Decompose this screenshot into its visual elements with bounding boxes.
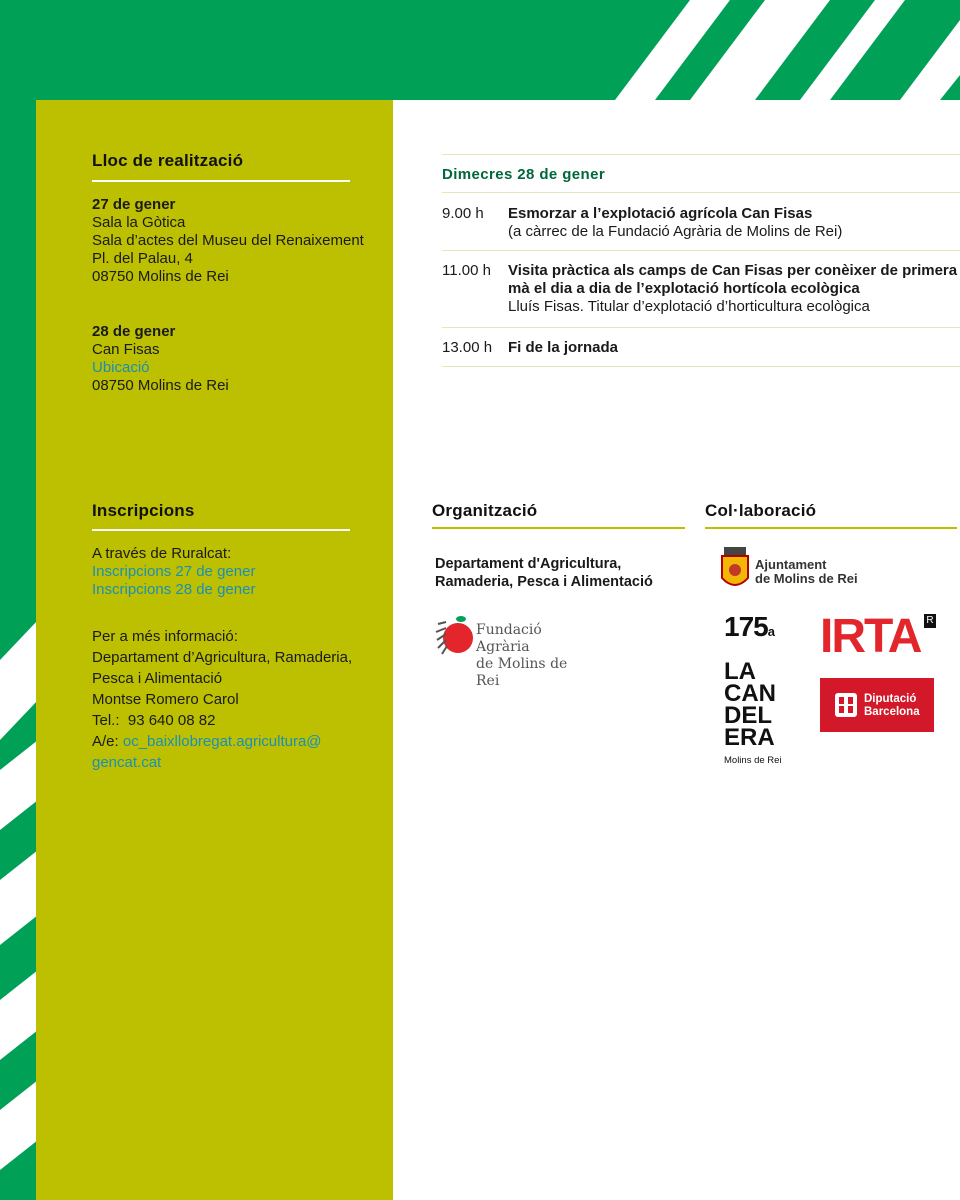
email-link-continued[interactable]: gencat.cat (92, 754, 162, 771)
content-panel (36, 100, 960, 1200)
organization-dept-line2: Ramaderia, Pesca i Alimentació (435, 574, 653, 590)
location-day1-line: Pl. del Palau, 4 (92, 250, 193, 267)
sidebar (36, 100, 393, 1200)
location-day1-line: Sala d’actes del Museu del Renaixement (92, 232, 364, 249)
irta-registered-mark: R (924, 614, 936, 628)
schedule-item-detail: Lluís Fisas. Titular d’explotació d’horticultura ecològica (508, 298, 870, 315)
header-stripes-decoration (0, 0, 960, 100)
candelera-word: DEL (724, 702, 772, 729)
la-candelera-logo (724, 612, 790, 764)
location-day1-line: 08750 Molins de Rei (92, 268, 229, 285)
ajuntament-name-line1: Ajuntament (755, 557, 827, 572)
email-link[interactable]: oc_baixllobregat.agricultura@ (122, 733, 322, 750)
diputacio-emblem-icon (834, 692, 858, 718)
schedule-divider (442, 154, 960, 155)
side-stripes-decoration (0, 0, 38, 1200)
candelera-word: LA (724, 658, 756, 685)
location-day2-place: Can Fisas (92, 341, 160, 358)
info-label: Per a més informació: (92, 628, 238, 645)
fundacio-wordmark (476, 622, 594, 690)
schedule-item-title: mà el dia a dia de l’explotació hortícola ecològica (508, 280, 860, 297)
schedule-time: 13.00 h (442, 339, 493, 356)
fundacio-agraria-logo (434, 610, 594, 689)
irta-wordmark: IRTA (820, 610, 921, 663)
schedule-time: 9.00 h (442, 205, 484, 222)
schedule-divider (442, 366, 960, 367)
schedule-item (508, 205, 960, 241)
organization-dept (435, 555, 653, 591)
candelera-number: 175 (724, 611, 768, 642)
candelera-word: ERA (724, 724, 775, 751)
candelera-suffix: a (767, 624, 774, 639)
contact-phone (92, 710, 387, 731)
contact-info (92, 626, 387, 773)
candelera-word: CAN (724, 680, 776, 707)
irta-logo (820, 612, 936, 662)
candelera-wordmark (724, 658, 790, 751)
candelera-place: Molins de Rei (724, 755, 782, 766)
ajuntament-logo (720, 546, 862, 594)
fundacio-name-line1: Fundació Agrària (476, 622, 542, 655)
phone-number: 93 640 08 82 (127, 712, 216, 729)
registration-links (92, 545, 382, 599)
collaboration-title: Col·laboració (705, 501, 817, 520)
apple-icon (434, 612, 474, 658)
schedule-divider (442, 327, 960, 328)
ajuntament-name-line2: de Molins de Rei (755, 571, 858, 586)
schedule-divider (442, 192, 960, 193)
location-divider (92, 180, 350, 182)
organization-title: Organització (432, 501, 538, 520)
schedule-item-detail: (a càrrec de la Fundació Agrària de Molins de Rei) (508, 223, 843, 240)
ajuntament-wordmark (755, 558, 858, 586)
collaboration-divider (705, 527, 957, 529)
contact-name: Montse Romero Carol (92, 691, 239, 708)
diputacio-barcelona-logo (820, 678, 934, 732)
diputacio-name-line1: Diputació (864, 693, 917, 705)
schedule-item (508, 339, 960, 357)
schedule-item (508, 262, 960, 316)
fundacio-name-line2: de Molins de Rei (476, 656, 568, 689)
location-day1-date: 27 de gener (92, 196, 176, 213)
location-map-link[interactable]: Ubicació (92, 359, 150, 376)
location-day1 (92, 196, 382, 286)
registration-title: Inscripcions (92, 501, 195, 520)
registration-link-27[interactable]: Inscripcions 27 de gener (92, 563, 256, 580)
schedule-item-title: Visita pràctica als camps de Can Fisas per conèixer de primera (508, 262, 958, 279)
location-day2-postal: 08750 Molins de Rei (92, 377, 229, 394)
schedule-item-title: Esmorzar a l’explotació agrícola Can Fisas (508, 205, 813, 222)
location-title: Lloc de realització (92, 151, 244, 170)
registration-divider (92, 529, 350, 531)
schedule-divider (442, 250, 960, 251)
organization-divider (432, 527, 685, 529)
info-dept-line2: Pesca i Alimentació (92, 670, 223, 687)
schedule-day-title: Dimecres 28 de gener (442, 166, 606, 183)
location-day2-date: 28 de gener (92, 323, 176, 340)
candelera-anniversary (724, 612, 790, 647)
organization-dept-line1: Departament d'Agricultura, (435, 556, 622, 572)
coat-of-arms-icon (720, 546, 750, 592)
info-dept-line1: Departament d’Agricultura, Ramaderia, (92, 649, 353, 666)
email-label: A/e: (92, 733, 119, 750)
location-day1-line: Sala la Gòtica (92, 214, 186, 231)
location-day2 (92, 323, 382, 395)
schedule-item-title: Fi de la jornada (508, 339, 619, 356)
diputacio-wordmark (864, 693, 920, 719)
schedule-time: 11.00 h (442, 262, 491, 279)
diputacio-name-line2: Barcelona (864, 706, 920, 718)
phone-label: Tel.: (92, 712, 120, 729)
registration-intro: A través de Ruralcat: (92, 545, 232, 562)
contact-email (92, 731, 387, 752)
registration-link-28[interactable]: Inscripcions 28 de gener (92, 581, 256, 598)
